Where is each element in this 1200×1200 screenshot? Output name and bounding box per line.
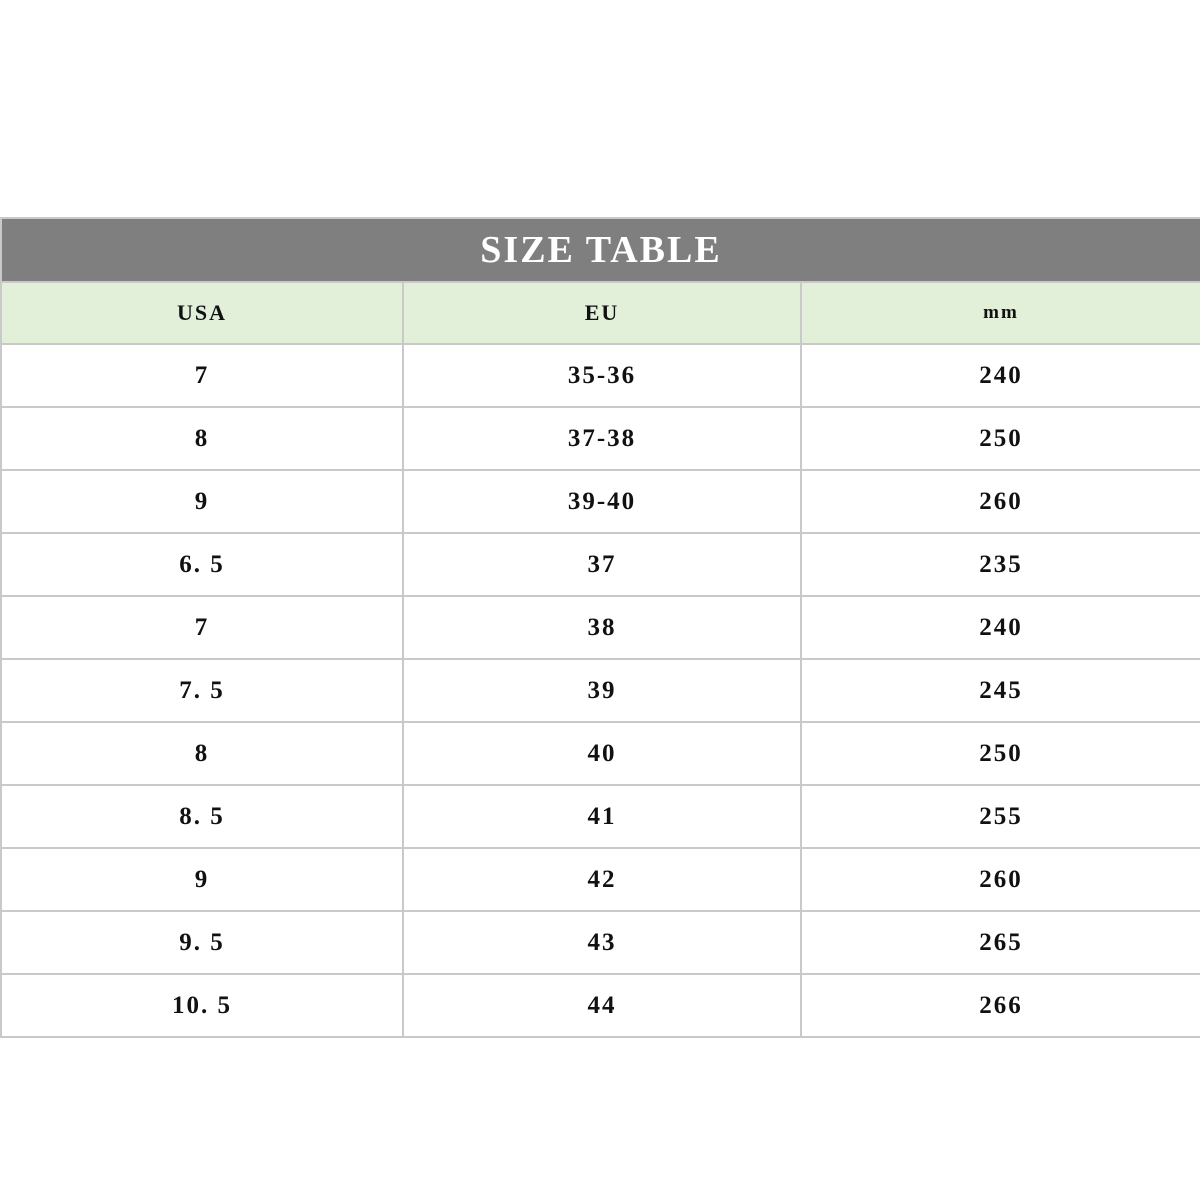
size-table bbox=[0, 217, 1200, 1038]
cell-eu: 42 bbox=[403, 848, 801, 911]
table-title-row bbox=[1, 218, 1200, 282]
cell-eu: 35-36 bbox=[403, 344, 801, 407]
cell-mm: 250 bbox=[801, 407, 1200, 470]
cell-usa: 9. 5 bbox=[1, 911, 403, 974]
cell-mm: 260 bbox=[801, 848, 1200, 911]
cell-mm: 266 bbox=[801, 974, 1200, 1037]
cell-eu: 41 bbox=[403, 785, 801, 848]
cell-mm: 265 bbox=[801, 911, 1200, 974]
table-row bbox=[1, 533, 1200, 596]
table-row bbox=[1, 659, 1200, 722]
cell-usa: 7 bbox=[1, 596, 403, 659]
cell-eu: 39 bbox=[403, 659, 801, 722]
table-row bbox=[1, 911, 1200, 974]
table-row bbox=[1, 848, 1200, 911]
cell-eu: 37 bbox=[403, 533, 801, 596]
column-header-usa: USA bbox=[1, 282, 403, 344]
cell-eu: 43 bbox=[403, 911, 801, 974]
cell-eu: 39-40 bbox=[403, 470, 801, 533]
table-row bbox=[1, 344, 1200, 407]
table-row bbox=[1, 785, 1200, 848]
cell-mm: 245 bbox=[801, 659, 1200, 722]
cell-usa: 8 bbox=[1, 407, 403, 470]
cell-eu: 37-38 bbox=[403, 407, 801, 470]
cell-usa: 8. 5 bbox=[1, 785, 403, 848]
table-row bbox=[1, 974, 1200, 1037]
cell-usa: 9 bbox=[1, 848, 403, 911]
cell-eu: 44 bbox=[403, 974, 801, 1037]
column-header-mm: mm bbox=[801, 282, 1200, 344]
cell-mm: 235 bbox=[801, 533, 1200, 596]
cell-mm: 240 bbox=[801, 344, 1200, 407]
cell-usa: 7 bbox=[1, 344, 403, 407]
cell-mm: 250 bbox=[801, 722, 1200, 785]
cell-usa: 8 bbox=[1, 722, 403, 785]
cell-eu: 38 bbox=[403, 596, 801, 659]
table-row bbox=[1, 596, 1200, 659]
cell-usa: 9 bbox=[1, 470, 403, 533]
cell-mm: 255 bbox=[801, 785, 1200, 848]
cell-mm: 240 bbox=[801, 596, 1200, 659]
cell-mm: 260 bbox=[801, 470, 1200, 533]
cell-eu: 40 bbox=[403, 722, 801, 785]
table-row bbox=[1, 407, 1200, 470]
table-header-row bbox=[1, 282, 1200, 344]
cell-usa: 7. 5 bbox=[1, 659, 403, 722]
table-title: SIZE TABLE bbox=[1, 218, 1200, 282]
size-table-container bbox=[0, 217, 1200, 1038]
table-row bbox=[1, 722, 1200, 785]
cell-usa: 6. 5 bbox=[1, 533, 403, 596]
table-row bbox=[1, 470, 1200, 533]
cell-usa: 10. 5 bbox=[1, 974, 403, 1037]
column-header-eu: EU bbox=[403, 282, 801, 344]
